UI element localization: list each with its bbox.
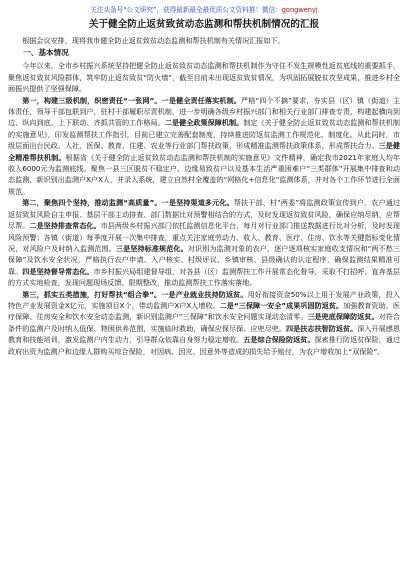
p4-bold-5: 五是综合保险防返贫。 <box>243 335 315 345</box>
document-title: 关于健全防止返贫致贫动态监测和帮扶机制情况的汇报 <box>88 19 320 30</box>
paragraph-3 <box>8 197 400 288</box>
intro-paragraph: 根据会议安排，现将我市健全防止返贫致贫动态监测和帮扶机制有关情况汇报如下。 <box>22 36 285 45</box>
p3-bold-1: 一是坚持渠道多元化。 <box>161 198 234 208</box>
banner-link[interactable]: gongwenyj <box>281 6 318 14</box>
section2-heading: 第二，聚焦四个坚持，推动监测“高质量”。 <box>22 198 162 208</box>
p4-text-5: 探索推行防返贫保险，通过政府出资为监测户和边缘人群购买综合保险，对因病、因灾、因意外等造成的损失给予赔付，为农户增收加上“双保险”。 <box>8 335 401 356</box>
p2-bold-1: 一是健全责任落实机制。 <box>161 95 242 105</box>
p4-text-2: 加强教育资助、医疗保障、住房安全和饮水安全动态监测，新识别监测户“三保障”和饮水安全问题实现动态清零。 <box>8 300 401 322</box>
section1-heading: 一、基本情况 <box>23 48 69 58</box>
p2-lead: 第一，构建三级机制，织密责任“一张网”。 <box>22 95 162 105</box>
p2-bold-3: 三是健全精准帮扶机制。 <box>8 141 401 162</box>
header-banner <box>8 6 400 15</box>
p4-bold-3: 三是兜底保障防返贫。 <box>307 312 379 322</box>
p4-bold-1: 一是产业就业扶持防返贫。 <box>161 289 248 299</box>
banner-text: 关注头条号“公文研究”，获得最新最全最优质公文资料推！微信： <box>90 6 282 14</box>
p2-bold-2: 二是健全政策保障机制。 <box>164 118 244 128</box>
p2-text-1: 严格“四个不摘”要求，夯实县（区）镇（街道）主体责任，领导干部包联到户，驻村干部履职尽责机制，进一步明确各级乡村振兴部门和相关行业部门排查专责，构建起横向到边、纵向到底、上下联动、齐抓共管的工作格局。 <box>8 95 401 128</box>
section3-heading: 第三，抓实五类措施，打好帮扶“组合拳”。 <box>22 289 162 299</box>
p4-text-4: 深入开展感恩教育和技能培训，激发监测户内生动力，引导群众依靠自身努力稳定增收。 <box>8 323 401 345</box>
p3-bold-3: 三是坚持标准规范化。 <box>115 243 188 253</box>
p4-text-3: 对符合条件的监测户及时纳入低保、特困供养范围，实施临时救助，确保应保尽保、应兜尽兜。 <box>8 312 401 333</box>
paragraph-2 <box>8 95 400 198</box>
p3-text-4: 市乡村振兴局组建督导组，对各县（区）监测帮扶工作开展常态化督导，采取不打招呼、直奔基层的方式实地检查，发现问题现场反馈、限期整改，推动监测帮扶工作落实落地。 <box>8 266 401 288</box>
p3-bold-2: 二是坚持排查常态化。 <box>29 221 101 231</box>
paragraph-4 <box>8 289 400 357</box>
p4-bold-4: 四是扶志扶智防返贫。 <box>286 323 358 333</box>
paragraph-1: 今年以来，全市乡村振兴系统坚持把健全防止返贫致贫动态监测和帮扶机制作为守住不发生规模性返贫底线的重要抓手，聚焦返贫致贫风险群体，筑牢防止返贫致贫“防火墙”，截至目前未出现返贫致贫情况，为巩固拓展脱贫攻坚成果、推进乡村全面振兴提供了坚强保障。 <box>8 61 400 94</box>
p4-text-1: 用好衔接资金50%以上用于发展产业政策，投入特色产业发展资金X亿元，实施项目X个，带动监测户X户X人增收。 <box>8 289 401 310</box>
p4-bold-2: 二是“三保障一安全”成果巩固防返贫。 <box>219 300 344 310</box>
p2-text-3: 从此同时，市级层面出台民政、人社、医保、教育、住建、农业等行业部门帮扶政策，形成精准监测帮扶政策体系，形成帮扶合力。 <box>8 129 400 151</box>
p2-text-2: 制定《关于健全防止返贫致贫动态监测和帮扶机制的实施意见》，印发监测帮扶工作指引，目前已建立完善配套制度，持续推进防返贫监测工作规范化、制度化。 <box>8 118 400 139</box>
p2-text-4: 根据省《关于健全防止返贫致贫动态监测和帮扶机制的实施意见》文件精神，确定我市2021年家庭人均年收入6000元为监测底线。聚焦一县三区脱贫不稳定户、边缘易致贫户以及基本生活严重困难户“三类群体”开展集中排查和动态监测，新识别出监测户X户X人，并录入系统，建立自然村全覆盖的“网格化+信息化”监测体系，并对各个工作环节进行全面规范。 <box>8 152 400 196</box>
p3-text-3: 对识别为监测对象的农户，逐户逐项核实家庭收支情况和“两不愁三保障”及饮水安全状况，严格执行农户申请、入户核实、村级评议、乡镇审核、县级确认的认定程序，确保监测结果精准可靠。 <box>8 243 401 276</box>
p3-bold-4: 四是坚持督导常态化。 <box>22 266 94 276</box>
p3-text-1: 帮扶干部、村“两委”将监测政策宣传到户，农户通过返贫致贫风险自主申报、基层干部主动排查、部门数据比对预警相结合的方式，及时发现返贫致贫风险，确保应纳尽纳、应帮尽帮。 <box>8 198 401 231</box>
p3-text-2: 市县两级乡村振兴部门依托监测信息化平台，每月对行业部门推送数据进行比对分析，及时发现风险预警；各镇（街道）每季度开展一次集中排查，重点关注家庭劳动力、收入、教育、医疗、住房、饮水等关键指标变化情况，对风险户及时纳入监测范围。 <box>8 221 401 253</box>
